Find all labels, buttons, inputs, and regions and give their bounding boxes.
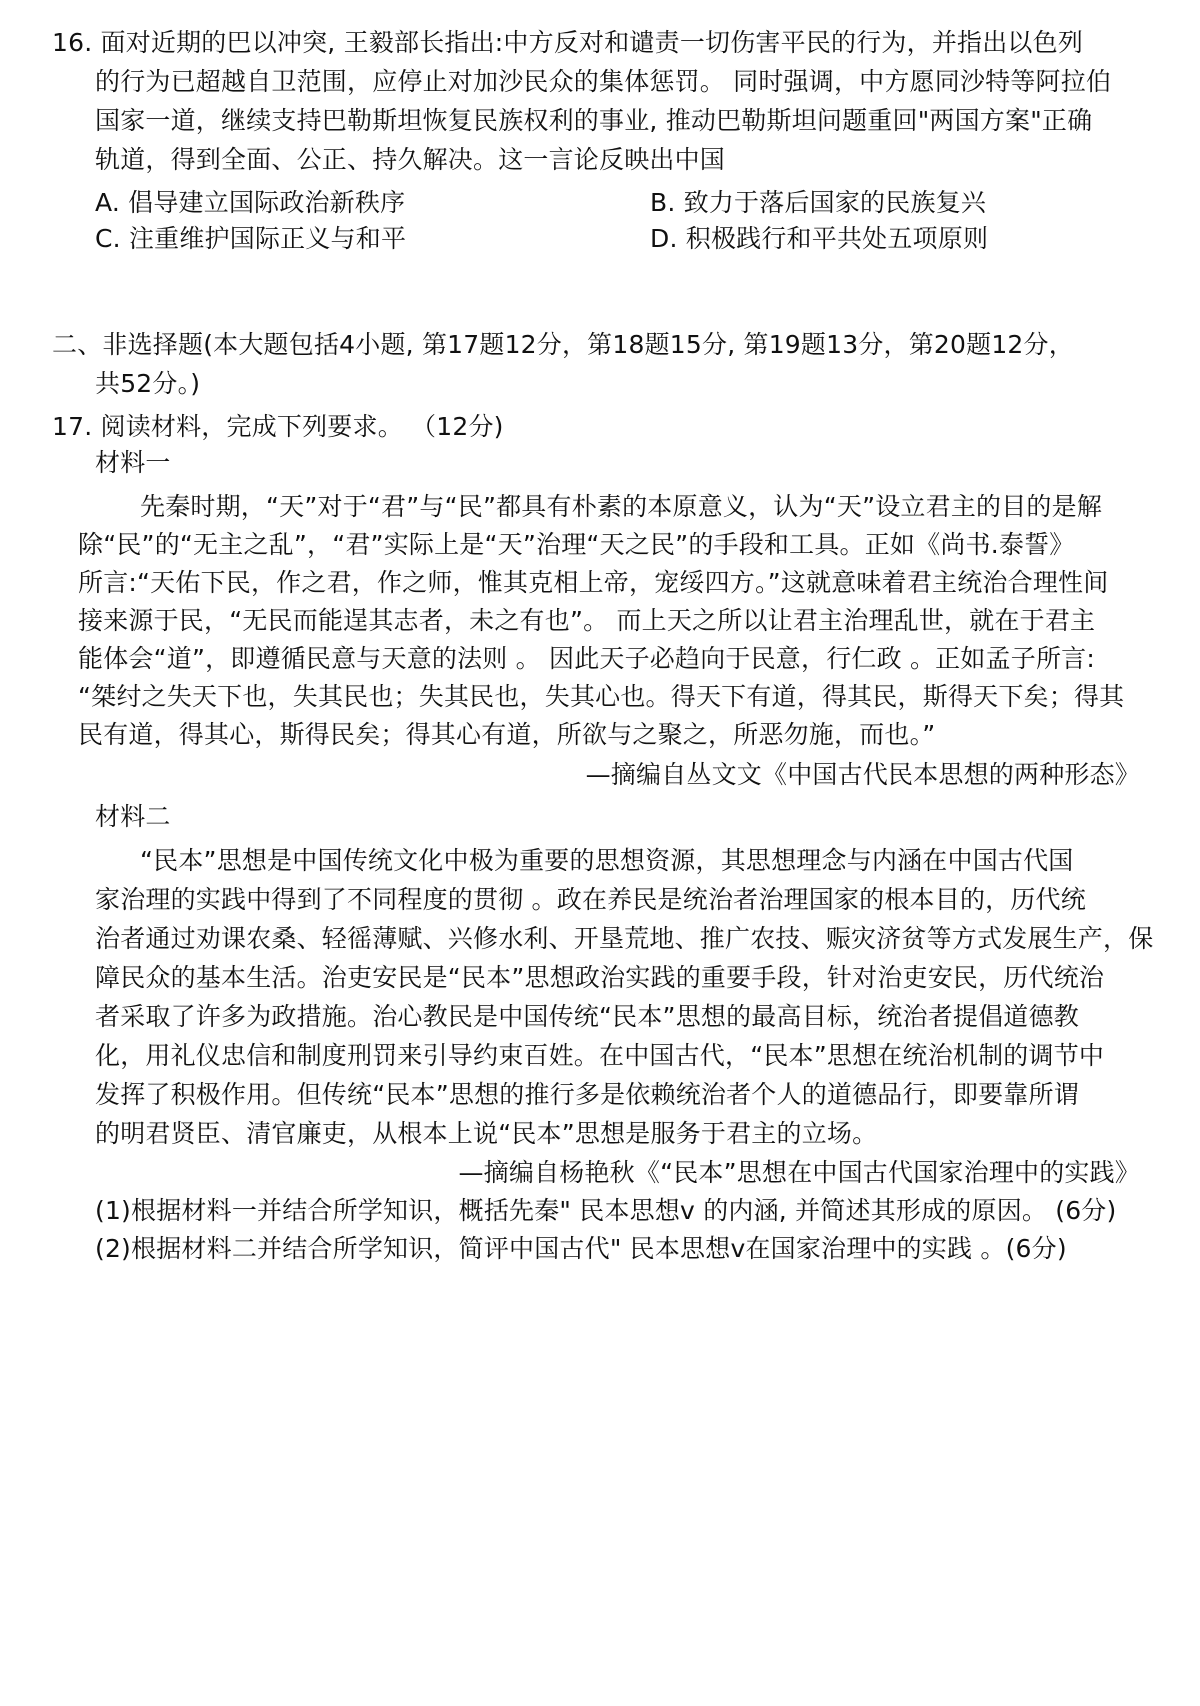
- q16-option-d: D. 积极践行和平共处五项原则: [650, 224, 989, 253]
- material1-title: 材料一: [95, 448, 171, 477]
- material2-line-2: 家治理的实践中得到了不同程度的贯彻 。政在养民是统治者治理国家的根本目的，历代统: [95, 885, 1086, 914]
- material1-source: —摘编自丛文文《中国古代民本思想的两种形态》: [585, 760, 1140, 789]
- q16-option-b: B. 致力于落后国家的民族复兴: [650, 188, 987, 217]
- material2-line-1: “民本”思想是中国传统文化中极为重要的思想资源，其思想理念与内涵在中国古代国: [140, 846, 1074, 875]
- section2-heading-line-2: 共52分。): [95, 369, 201, 398]
- material2-line-5: 者采取了许多为政措施。治心教民是中国传统“民本”思想的最高目标，统治者提倡道德教: [95, 1002, 1079, 1031]
- material1-line-1: 先秦时期，“天”对于“君”与“民”都具有朴素的本原意义，认为“天”设立君主的目的是解: [140, 492, 1103, 521]
- q16-line-3: 国家一道，继续支持巴勒斯坦恢复民族权利的事业, 推动巴勒斯坦问题重回"两国方案"正确: [95, 106, 1093, 135]
- q17-subquestion-1: (1)根据材料一并结合所学知识，概括先秦" 民本思想v 的内涵, 并简述其形成的原因。 (6分): [95, 1196, 1117, 1225]
- q17-header: 17. 阅读材料，完成下列要求。 （12分): [52, 412, 504, 441]
- q16-line-2: 的行为已超越自卫范围，应停止对加沙民众的集体惩罚。 同时强调，中方愿同沙特等阿拉伯: [95, 67, 1112, 96]
- material2-line-3: 治者通过劝课农桑、轻徭薄赋、兴修水利、开垦荒地、推广农技、赈灾济贫等方式发展生产，保: [95, 924, 1154, 953]
- q16-option-a: A. 倡导建立国际政治新秩序: [95, 188, 406, 217]
- material1-line-7: 民有道，得其心，斯得民矣；得其心有道，所欲与之聚之，所恶勿施，而也。”: [78, 720, 936, 749]
- material1-line-3: 所言:“天佑下民，作之君，作之师，惟其克相上帝，宠绥四方。”这就意味着君主统治合理性间: [78, 568, 1109, 597]
- q16-line-1: 16. 面对近期的巴以冲突, 王毅部长指出:中方反对和谴责一切伤害平民的行为，并指出以色列: [52, 28, 1084, 57]
- material2-line-8: 的明君贤臣、清官廉吏，从根本上说“民本”思想是服务于君主的立场。: [95, 1119, 878, 1148]
- material2-line-7: 发挥了积极作用。但传统“民本”思想的推行多是依赖统治者个人的道德品行，即要靠所谓: [95, 1080, 1079, 1109]
- material2-title: 材料二: [95, 802, 171, 831]
- material2-line-6: 化，用礼仪忠信和制度刑罚来引导约束百姓。在中国古代，“民本”思想在统治机制的调节中: [95, 1041, 1105, 1070]
- material1-line-6: “桀纣之失天下也，失其民也；失其民也，失其心也。得天下有道，得其民，斯得天下矣；得其: [78, 682, 1125, 711]
- q16-option-c: C. 注重维护国际正义与和平: [95, 224, 407, 253]
- material1-line-5: 能体会“道”，即遵循民意与天意的法则 。 因此天子必趋向于民意，行仁政 。正如孟子所言:: [78, 644, 1095, 673]
- material1-line-4: 接来源于民，“无民而能逞其志者，未之有也”。 而上天之所以让君主治理乱世，就在于君主: [78, 606, 1096, 635]
- q17-subquestion-2: (2)根据材料二并结合所学知识，简评中国古代" 民本思想v在国家治理中的实践 。(6分): [95, 1234, 1067, 1263]
- section2-heading-line-1: 二、非选择题(本大题包括4小题, 第17题12分，第18题15分, 第19题13分，第20题12分，: [52, 330, 1074, 359]
- material2-source: —摘编自杨艳秋《“民本”思想在中国古代国家治理中的实践》: [458, 1158, 1140, 1187]
- material2-line-4: 障民众的基本生活。治吏安民是“民本”思想政治实践的重要手段，针对治吏安民，历代统治: [95, 963, 1105, 992]
- material1-line-2: 除“民”的“无主之乱”，“君”实际上是“天”治理“天之民”的手段和工具。正如《尚书.泰誓》: [78, 530, 1075, 559]
- q16-line-4: 轨道，得到全面、公正、持久解决。这一言论反映出中国: [95, 145, 726, 174]
